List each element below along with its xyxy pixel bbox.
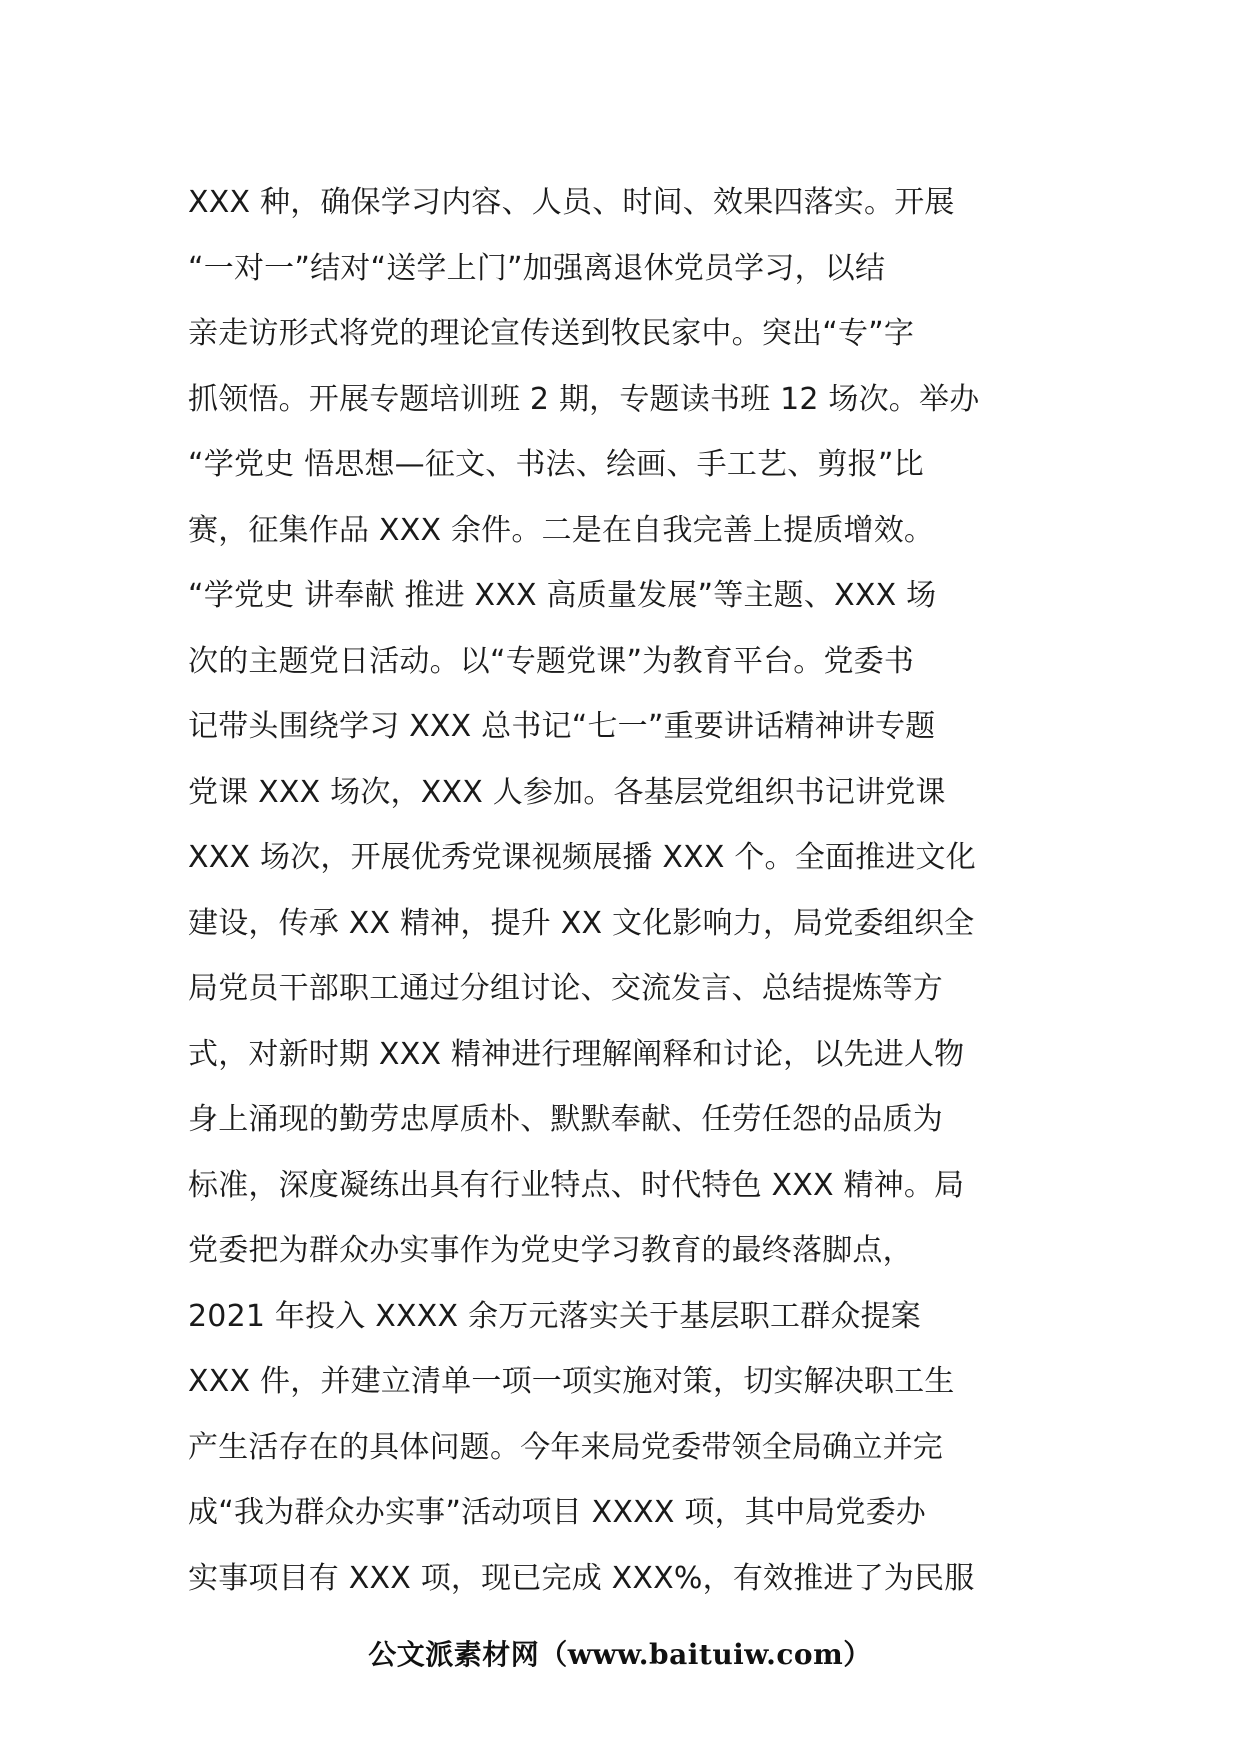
text-line: 党委把为群众办实事作为党史学习教育的最终落脚点， [188, 1233, 913, 1268]
text-line: 身上涌现的勤劳忠厚质朴、默默奉献、任劳任怨的品质为 [188, 1102, 943, 1137]
text-line: 赛，征集作品 XXX 余件。二是在自我完善上提质增效。 [188, 512, 935, 548]
footer-watermark: 公文派素材网（www.baituiw.com） [368, 1638, 872, 1671]
text-line: 记带头围绕学习 XXX 总书记“七一”重要讲话精神讲专题 [188, 709, 936, 744]
text-line: 式，对新时期 XXX 精神进行理解阐释和讨论，以先进人物 [188, 1036, 965, 1072]
text-line: 抓领悟。开展专题培训班 2 期，专题读书班 12 场次。举办 [188, 381, 980, 417]
text-line: 2021 年投入 XXXX 余万元落实关于基层职工群众提案 [188, 1298, 921, 1334]
text-line: 党课 XXX 场次，XXX 人参加。各基层党组织书记讲党课 [188, 774, 946, 810]
text-line: 建设，传承 XX 精神，提升 XX 文化影响力，局党委组织全 [188, 905, 975, 941]
text-line: 实事项目有 XXX 项，现已完成 XXX%，有效推进了为民服 [188, 1560, 975, 1596]
text-line: “学党史 悟思想—征文、书法、绘画、手工艺、剪报”比 [188, 447, 924, 482]
text-line: XXX 种，确保学习内容、人员、时间、效果四落实。开展 [188, 185, 955, 220]
text-line: “学党史 讲奉献 推进 XXX 高质量发展”等主题、XXX 场 [188, 578, 937, 613]
text-line: XXX 件，并建立清单一项一项实施对策，切实解决职工生 [188, 1364, 955, 1399]
text-line: 成“我为群众办实事”活动项目 XXXX 项，其中局党委办 [188, 1495, 926, 1530]
text-line: 亲走访形式将党的理论宣传送到牧民家中。突出“专”字 [188, 316, 915, 351]
text-line: 标准，深度凝练出具有行业特点、时代特色 XXX 精神。局 [188, 1167, 965, 1203]
text-line: 局党员干部职工通过分组讨论、交流发言、总结提炼等方 [188, 971, 943, 1006]
text-line: “一对一”结对“送学上门”加强离退休党员学习，以结 [188, 250, 886, 286]
body-text [188, 170, 1068, 1611]
text-line: 次的主题党日活动。以“专题党课”为教育平台。党委书 [188, 643, 915, 679]
text-line: 产生活存在的具体问题。今年来局党委带领全局确立并完 [188, 1429, 943, 1465]
text-line: XXX 场次，开展优秀党课视频展播 XXX 个。全面推进文化 [188, 840, 976, 875]
